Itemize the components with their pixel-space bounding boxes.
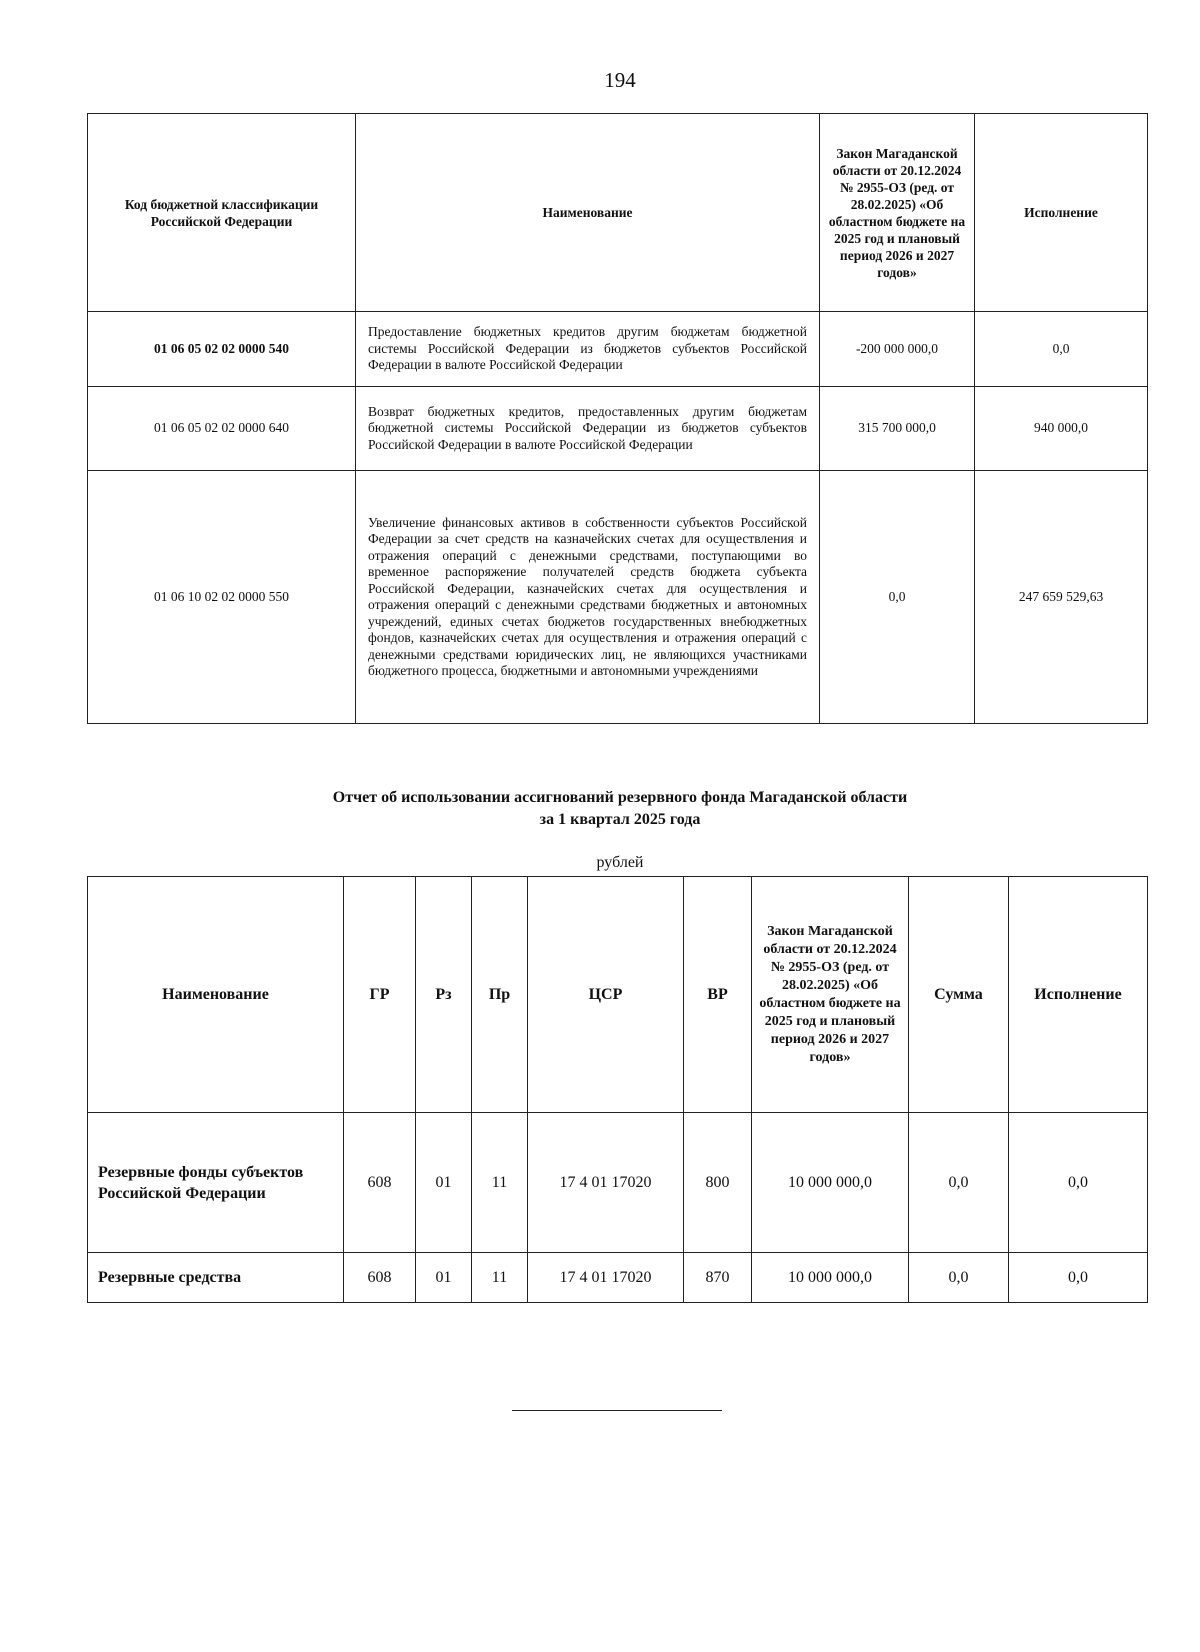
header-execution: Исполнение <box>975 114 1148 312</box>
section-title-line1: Отчет об использовании ассигнований резервного фонда Магаданской области <box>332 789 908 806</box>
row-csr: 17 4 01 17020 <box>528 1253 684 1303</box>
row-name: Резервные средства <box>88 1253 344 1303</box>
row-pr: 11 <box>472 1113 528 1253</box>
row-csr: 17 4 01 17020 <box>528 1113 684 1253</box>
row-law-amount: 315 700 000,0 <box>820 387 975 471</box>
row-sum: 0,0 <box>909 1113 1009 1253</box>
header-csr: ЦСР <box>528 877 684 1113</box>
row-code: 01 06 05 02 02 0000 540 <box>88 312 356 387</box>
row-name: Резервные фонды субъектов Российской Федерации <box>88 1113 344 1253</box>
table-header-row <box>88 877 1148 1113</box>
header-name: Наименование <box>356 114 820 312</box>
funding-sources-table <box>87 113 1148 724</box>
row-vr: 870 <box>684 1253 752 1303</box>
row-law-amount: 10 000 000,0 <box>752 1253 909 1303</box>
row-pr: 11 <box>472 1253 528 1303</box>
row-execution: 0,0 <box>1009 1253 1148 1303</box>
row-rz: 01 <box>416 1113 472 1253</box>
table-row <box>88 1253 1148 1303</box>
section-title-line2: за 1 квартал 2025 года <box>539 811 701 828</box>
row-vr: 800 <box>684 1113 752 1253</box>
row-name: Возврат бюджетных кредитов, предоставленных другим бюджетам бюджетной системы Российской Федерации из бюджетов субъектов Российской Федерации в валюте Российской Федерации <box>356 387 820 471</box>
header-name: Наименование <box>88 877 344 1113</box>
header-vr: ВР <box>684 877 752 1113</box>
row-name: Предоставление бюджетных кредитов другим бюджетам бюджетной системы Российской Федерации из бюджетов субъектов Российской Федерации в валюте Российской Федерации <box>356 312 820 387</box>
header-pr: Пр <box>472 877 528 1113</box>
row-rz: 01 <box>416 1253 472 1303</box>
header-rz: Рз <box>416 877 472 1113</box>
row-gr: 608 <box>344 1113 416 1253</box>
header-code: Код бюджетной классификации Российской Федерации <box>88 114 356 312</box>
header-sum: Сумма <box>909 877 1009 1113</box>
row-sum: 0,0 <box>909 1253 1009 1303</box>
row-law-amount: 10 000 000,0 <box>752 1113 909 1253</box>
row-execution: 247 659 529,63 <box>975 471 1148 724</box>
header-execution: Исполнение <box>1009 877 1148 1113</box>
header-law: Закон Магаданской области от 20.12.2024 № 2955-ОЗ (ред. от 28.02.2025) «Об областном бюджете на 2025 год и плановый период 2026 и 2027 годов» <box>752 877 909 1113</box>
row-code: 01 06 05 02 02 0000 640 <box>88 387 356 471</box>
table-row <box>88 387 1148 471</box>
header-gr: ГР <box>344 877 416 1113</box>
row-execution: 0,0 <box>1009 1113 1148 1253</box>
row-name: Увеличение финансовых активов в собственности субъектов Российской Федерации за счет средств на казначейских счетах для осуществления и отражения операций с денежными средствами, поступающими во временное распоряжение получателей средств бюджета субъекта Российской Федерации, казначейских счетах для осуществления и отражения операций с денежными средствами бюджетных и автономных учреждений, единых счетах бюджетов государственных внебюджетных фондов, казначейских счетах для осуществления и отражения операций с денежными средствами юридических лиц, не являющихся участниками бюджетного процесса, бюджетными и автономными учреждениями <box>356 471 820 724</box>
reserve-fund-table <box>87 876 1148 1303</box>
table-row <box>88 1113 1148 1253</box>
table-row <box>88 312 1148 387</box>
page-number: 194 <box>604 68 636 92</box>
table-row <box>88 471 1148 724</box>
unit-label: рублей <box>596 854 644 871</box>
section-title <box>180 787 1060 831</box>
row-execution: 940 000,0 <box>975 387 1148 471</box>
row-law-amount: -200 000 000,0 <box>820 312 975 387</box>
row-execution: 0,0 <box>975 312 1148 387</box>
table-header-row <box>88 114 1148 312</box>
footer-divider <box>512 1410 722 1411</box>
row-law-amount: 0,0 <box>820 471 975 724</box>
row-code: 01 06 10 02 02 0000 550 <box>88 471 356 724</box>
row-gr: 608 <box>344 1253 416 1303</box>
header-law: Закон Магаданской области от 20.12.2024 № 2955-ОЗ (ред. от 28.02.2025) «Об областном бюджете на 2025 год и плановый период 2026 и 2027 годов» <box>820 114 975 312</box>
